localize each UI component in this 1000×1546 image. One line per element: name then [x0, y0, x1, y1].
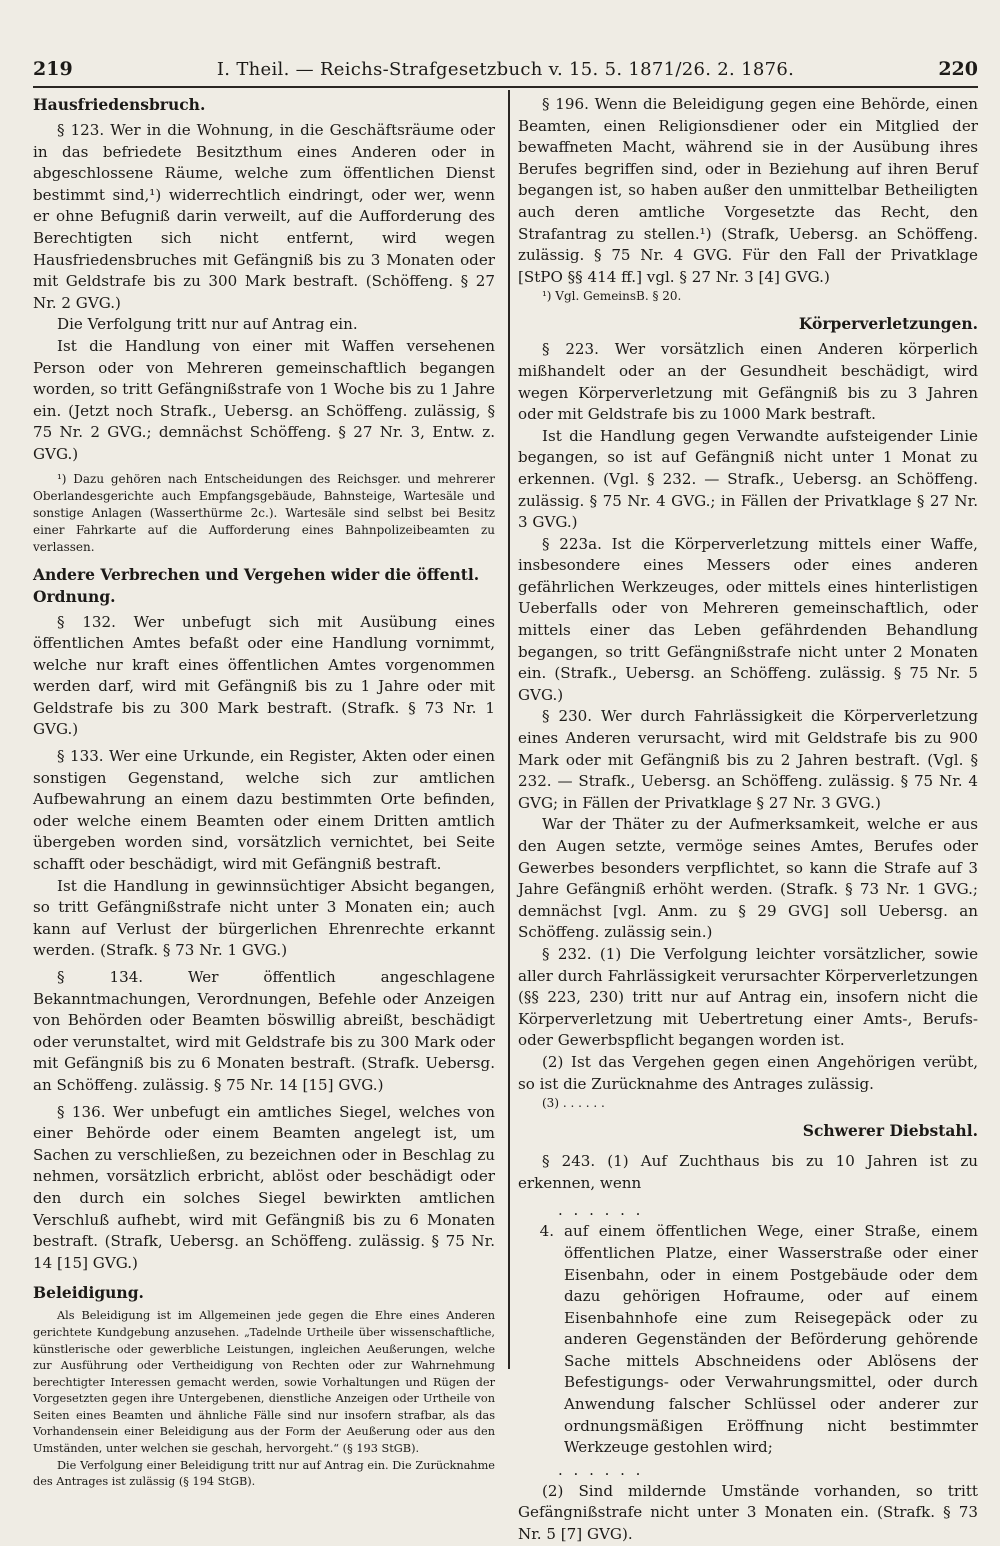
paragraph-beleidigung: Als Beleidigung ist im Allgemeinen jede gegen die Ehre eines Anderen gerichtete Kundgebung anzusehen. „Tadelnde Urtheile über wissenschaftliche, künstlerische oder gewerbliche Leistungen, ingleichen Aeußerungen, welche zur Ausführung oder Vertheidigung von Rechten oder zur Wahrnehmung berechtigter Interessen gemacht werden, sowie Vorhaltungen und Rügen der Vorgesetzten gegen ihre Untergebenen, dienstliche Anzeigen oder Urtheile von Seiten eines Beamten und ähnliche Fälle sind nur insofern strafbar, als das Vorhandensein einer Beleidigung aus der Form der Aeußerung oder aus den Umständen, unter welchen sie geschah, hervorgeht.“ (§ 193 StGB). — [33, 1309, 495, 1456]
paragraph-232-c: (3) . . . . . . — [542, 1096, 605, 1111]
page-header — [33, 54, 978, 84]
footnote-123: ¹) Dazu gehören nach Entscheidungen des Reichsger. und mehrerer Oberlandesgerichte auch Empfangsgebäude, Bahnsteige, Wartesäle und sonstige Anlagen (Wasserthürme 2c.). Wartesäle sind selbst bei Besitz einer Fahrkarte auf die Aufforderung eines Bahnpolizeibeamten zu verlassen. — [33, 471, 495, 554]
section-heading-andere-verbrechen: Andere Verbrechen und Vergehen wider die öffentl. Ordnung. — [33, 564, 480, 606]
paragraph-230-b: War der Thäter zu der Aufmerksamkeit, welche er aus den Augen setzte, vermöge seines Amtes, Berufes oder Gewerbes besonders verpflichtet, so kann die Strafe auf 3 Jahre Gefängniß erhöht werden. (Strafk. § 73 Nr. 1 GVG.; demnächst [vgl. Anm. zu § 29 GVG] soll Uebersg. an Schöffeng. zulässig sein.) — [518, 815, 978, 942]
paragraph-beleidigung-b: Die Verfolgung einer Beleidigung tritt nur auf Antrag ein. Die Zurücknahme des Antrages ist zulässig (§ 194 StGB). — [33, 1458, 495, 1489]
ellipsis-omission-2: . . . . . . — [558, 1460, 644, 1479]
paragraph-132: § 132. Wer unbefugt sich mit Ausübung eines öffentlichen Amtes befaßt oder eine Handlung vornimmt, welche nur kraft eines öffentlichen Amtes vorgenommen werden darf, wird mit Gefängniß bis zu 1 Jahre oder mit Geldstrafe bis zu 300 Mark bestraft. (Strafk. § 73 Nr. 1 GVG.) — [33, 612, 495, 739]
footnote-196: ¹) Vgl. GemeinsB. § 20. — [542, 289, 682, 304]
list-item-4 — [518, 1221, 978, 1459]
page-number-right: 220 — [938, 58, 978, 80]
header-rule — [33, 86, 978, 88]
paragraph-123: § 123. Wer in die Wohnung, in die Geschäftsräume oder in das befriedete Besitzthum eines Anderen oder in abgeschlossene Räume, welche zum öffentlichen Dienst bestimmt sind,¹) widerrechtlich eindringt, oder wer, wenn er ohne Befugniß darin verweilt, auf die Aufforderung des Berechtigten sich nicht entfernt, wird wegen Hausfriedensbruches mit Gefängniß bis zu 3 Monaten oder mit Geldstrafe bis zu 300 Mark bestraft. (Schöffeng. § 27 Nr. 2 GVG.) — [33, 121, 495, 312]
paragraph-232-b: (2) Ist das Vergehen gegen einen Angehörigen verübt, so ist die Zurücknahme des Antrages zulässig. — [518, 1052, 978, 1093]
list-item-text: auf einem öffentlichen Wege, einer Straße, einem öffentlichen Platze, einer Wasserstraße oder einer Eisenbahn, oder in einem Postgebäude oder dem dazu gehörigen Hofraume, oder auf einem Eisenbahnhofe eine zum Reisegepäck oder zu anderen Gegenständen der Beförderung gehörende Sache mittels Abschneidens oder Ablösens der Befestigungs- oder Verwahrungsmittel, oder durch Anwendung falscher Schlüssel oder anderer zur ordnungsmäßigen Eröffnung nicht bestimmter Werkzeuge gestohlen wird; — [564, 1222, 978, 1457]
paragraph-223a: § 223a. Ist die Körperverletzung mittels einer Waffe, insbesondere eines Messers oder eines anderen gefährlichen Werkzeuges, oder mittels eines hinterlistigen Ueberfalls oder von Mehreren gemeinschaftlich, oder mittels einer das Leben gefährdenden Behandlung begangen, so tritt Gefängnißstrafe nicht unter 2 Monaten ein. (Strafk., Uebersg. an Schöffeng. zulässig. § 75 Nr. 5 GVG.) — [518, 534, 978, 704]
page-number-left: 219 — [33, 58, 73, 80]
right-column — [518, 94, 978, 1546]
section-heading-schwerer-diebstahl: Schwerer Diebstahl. — [802, 1121, 978, 1141]
ellipsis-omission: . . . . . . — [558, 1201, 644, 1220]
section-heading-hausfriedensbruch: Hausfriedensbruch. — [33, 95, 206, 114]
paragraph-196: § 196. Wenn die Beleidigung gegen eine Behörde, einen Beamten, einen Religionsdiener oder ein Mitglied der bewaffneten Macht, während sie in der Ausübung ihres Berufes begriffen sind, oder in Beziehung auf ihren Beruf begangen ist, so haben außer den unmittelbar Betheiligten auch deren amtliche Vorgesetzte das Recht, den Strafantrag zu stellen.¹) (Strafk, Uebersg. an Schöffeng. zulässig. § 75 Nr. 4 GVG. Für den Fall der Privatklage [StPO §§ 414 ff.] vgl. § 27 Nr. 3 [4] GVG.) — [518, 95, 978, 286]
paragraph-123-c: Ist die Handlung von einer mit Waffen versehenen Person oder von Mehreren gemeinschaftlich begangen worden, so tritt Gefängnißstrafe von 1 Woche bis zu 1 Jahre ein. (Jetzt noch Strafk., Uebersg. an Schöffeng. zulässig, § 75 Nr. 2 GVG.; demnächst Schöffeng. § 27 Nr. 3, Entw. z. GVG.) — [33, 336, 495, 463]
left-column — [33, 94, 495, 1491]
paragraph-133-b: Ist die Handlung in gewinnsüchtiger Absicht begangen, so tritt Gefängnißstrafe nicht unter 3 Monaten ein; auch kann auf Verlust der bürgerlichen Ehrenrechte erkannt werden. (Strafk. § 73 Nr. 1 GVG.) — [33, 876, 495, 960]
paragraph-136: § 136. Wer unbefugt ein amtliches Siegel, welches von einer Behörde oder einem Beamten angelegt ist, um Sachen zu verschließen, zu bezeichnen oder in Beschlag zu nehmen, vorsätzlich erbricht, ablöst oder beschädigt oder den durch ein solches Siegel bewirkten amtlichen Verschluß aufhebt, wird mit Gefängniß bis zu 6 Monaten bestraft. (Strafk, Uebersg. an Schöffeng. zulässig. § 75 Nr. 14 [15] GVG.) — [33, 1102, 495, 1272]
paragraph-223-b: Ist die Handlung gegen Verwandte aufsteigender Linie begangen, so ist auf Gefängniß nicht unter 1 Monat zu erkennen. (Vgl. § 232. — Strafk., Uebersg. an Schöffeng. zulässig. § 75 Nr. 4 GVG.; in Fällen der Privatklage § 27 Nr. 3 GVG.) — [518, 426, 978, 532]
section-heading-beleidigung: Beleidigung. — [33, 1283, 144, 1303]
paragraph-123-b: Die Verfolgung tritt nur auf Antrag ein. — [57, 315, 358, 334]
column-divider — [508, 90, 510, 1369]
paragraph-232: § 232. (1) Die Verfolgung leichter vorsätzlicher, sowie aller durch Fahrlässigkeit verursachter Körperverletzungen (§§ 223, 230) tritt nur auf Antrag ein, insofern nicht die Körperverletzung mit Uebertretung einer Amts-, Berufs- oder Gewerbspflicht begangen worden ist. — [518, 944, 978, 1050]
paragraph-243-b: (2) Sind mildernde Umstände vorhanden, so tritt Gefängnißstrafe nicht unter 3 Monaten ein. (Strafk. § 73 Nr. 5 [7] GVG). — [518, 1481, 978, 1544]
paragraph-230: § 230. Wer durch Fahrlässigkeit die Körperverletzung eines Anderen verursacht, wird mit Geldstrafe bis zu 900 Mark oder mit Gefängniß bis zu 2 Jahren bestraft. (Vgl. § 232. — Strafk., Uebersg. an Schöffeng. zulässig. § 75 Nr. 4 GVG; in Fällen der Privatklage § 27 Nr. 3 GVG.) — [518, 707, 978, 812]
paragraph-223: § 223. Wer vorsätzlich einen Anderen körperlich mißhandelt oder an der Gesundheit beschädigt, wird wegen Körperverletzung mit Gefängniß bis zu 3 Jahren oder mit Geldstrafe bis zu 1000 Mark bestraft. — [518, 340, 978, 424]
paragraph-243: § 243. (1) Auf Zuchthaus bis zu 10 Jahren ist zu erkennen, wenn — [518, 1152, 978, 1192]
section-heading-koerperverletzungen: Körperverletzungen. — [798, 314, 978, 334]
paragraph-134: § 134. Wer öffentlich angeschlagene Bekanntmachungen, Verordnungen, Befehle oder Anzeigen von Behörden oder Beamten böswillig abreißt, beschädigt oder verunstaltet, wird mit Geldstrafe bis zu 300 Mark oder mit Gefängniß bis zu 6 Monaten bestraft. (Strafk. Uebersg. an Schöffeng. zulässig. § 75 Nr. 14 [15] GVG.) — [33, 968, 495, 1094]
running-title: I. Theil. — Reichs-Strafgesetzbuch v. 15. 5. 1871/26. 2. 1876. — [216, 58, 795, 80]
paragraph-133: § 133. Wer eine Urkunde, ein Register, Akten oder einen sonstigen Gegenstand, welche sich zur amtlichen Aufbewahrung an einem dazu bestimmten Orte befinden, oder welche einem Beamten oder einem Dritten amtlich übergeben worden sind, vorsätzlich vernichtet, bei Seite schafft oder beschädigt, wird mit Gefängniß bestraft. — [33, 747, 495, 874]
list-item-number: 4. — [539, 1222, 554, 1241]
